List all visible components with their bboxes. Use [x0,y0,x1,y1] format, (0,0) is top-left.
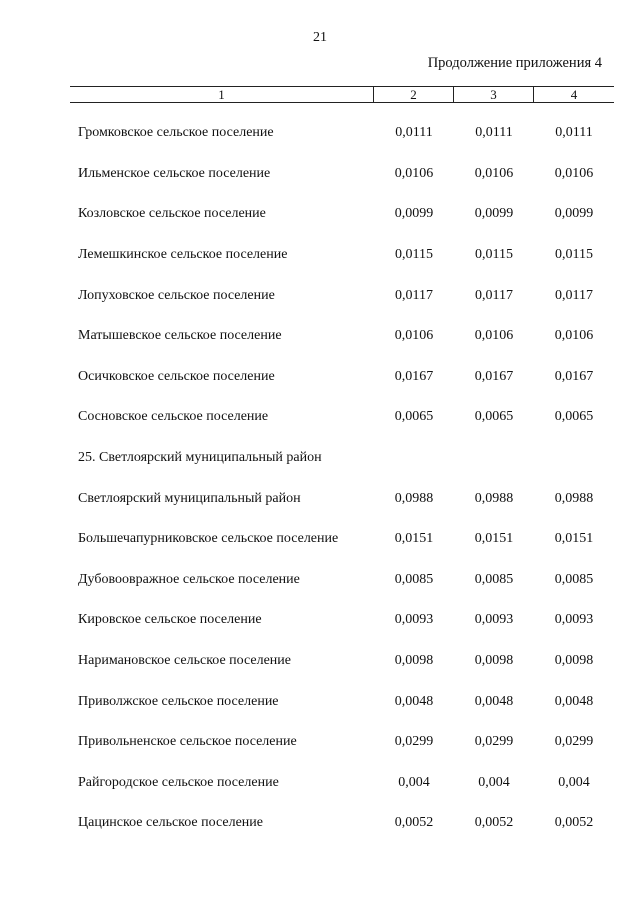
row-name: Козловское сельское поселение [78,206,266,222]
table-row [70,478,614,519]
continuation-label: Продолжение приложения 4 [427,55,602,71]
row-value-col-3: 0,0115 [475,247,513,263]
row-name: Осичковское сельское поселение [78,368,275,384]
row-value-col-2: 0,0099 [394,206,434,222]
table-row [70,681,614,722]
header-cell-4: 4 [570,87,578,102]
row-value-col-3: 0,0085 [474,571,514,587]
row-value-col-3: 0,0106 [474,328,514,344]
row-value-col-4: 0,0117 [555,287,593,303]
row-name: 25. Светлоярский муниципальный район [78,450,322,466]
row-value-col-4: 0,0098 [554,653,594,669]
row-value-col-4: 0,004 [558,774,590,790]
row-name: Ильменское сельское поселение [78,165,271,181]
row-value-col-2: 0,0106 [394,165,434,181]
row-value-col-2: 0,0988 [394,490,434,506]
row-name: Дубовоовражное сельское поселение [78,571,300,587]
row-value-col-3: 0,0111 [475,125,513,141]
table-row [70,600,614,641]
row-value-col-4: 0,0106 [554,328,594,344]
row-value-col-3: 0,0988 [474,490,514,506]
table-row [70,519,614,560]
row-value-col-2: 0,0167 [394,368,434,384]
row-name: Матышевское сельское поселение [78,328,282,344]
row-value-col-3: 0,0098 [474,653,514,669]
row-value-col-4: 0,0093 [554,612,594,628]
row-name: Сосновское сельское поселение [78,409,269,425]
row-name: Привольненское сельское поселение [78,734,297,750]
row-value-col-2: 0,0093 [394,612,434,628]
row-value-col-4: 0,0167 [554,368,594,384]
row-value-col-4: 0,0099 [554,206,594,222]
table-row [70,194,614,235]
row-value-col-4: 0,0052 [554,815,594,831]
row-name: Кировское сельское поселение [78,612,262,628]
row-value-col-2: 0,0299 [394,734,434,750]
row-name: Цацинское сельское поселение [78,815,263,831]
row-value-col-3: 0,0052 [474,815,514,831]
table-row [70,803,614,844]
row-value-col-3: 0,0048 [474,693,514,709]
row-value-col-4: 0,0299 [554,734,594,750]
row-value-col-4: 0,0151 [554,531,594,547]
row-name: Наримановское сельское поселение [78,653,292,669]
row-value-col-2: 0,0098 [394,653,434,669]
page-number: 21 [313,30,327,45]
row-value-col-3: 0,0117 [475,287,513,303]
row-value-col-2: 0,0151 [394,531,434,547]
row-name: Лемешкинское сельское поселение [78,247,288,263]
table-body [70,113,614,844]
table-header [70,86,614,103]
row-name: Лопуховское сельское поселение [78,287,275,303]
table-row [70,154,614,195]
row-name: Приволжское сельское поселение [78,693,279,709]
row-name: Райгородское сельское поселение [78,774,279,790]
row-value-col-2: 0,0111 [395,125,433,141]
row-value-col-3: 0,0093 [474,612,514,628]
row-value-col-2: 0,0052 [394,815,434,831]
row-value-col-4: 0,0085 [554,571,594,587]
row-value-col-3: 0,0106 [474,165,514,181]
table-row [70,641,614,682]
data-table [70,86,614,844]
table-row [70,397,614,438]
row-value-col-4: 0,0065 [554,409,594,425]
row-value-col-4: 0,0111 [555,125,593,141]
table-row [70,560,614,601]
table-row [70,235,614,276]
row-name: Светлоярский муниципальный район [78,490,301,506]
table-row [70,438,614,479]
row-value-col-3: 0,0299 [474,734,514,750]
row-value-col-4: 0,0988 [554,490,594,506]
row-value-col-2: 0,0048 [394,693,434,709]
row-value-col-4: 0,0106 [554,165,594,181]
row-value-col-4: 0,0115 [555,247,593,263]
row-value-col-3: 0,0151 [474,531,514,547]
table-row [70,763,614,804]
table-row [70,113,614,154]
row-value-col-2: 0,0117 [395,287,433,303]
row-value-col-3: 0,0167 [474,368,514,384]
table-row [70,316,614,357]
row-value-col-2: 0,004 [398,774,430,790]
header-cell-2: 2 [374,87,454,102]
row-value-col-2: 0,0065 [394,409,434,425]
row-value-col-3: 0,004 [478,774,510,790]
row-value-col-3: 0,0099 [474,206,514,222]
header-cell-3: 3 [454,87,534,102]
table-row [70,722,614,763]
header-cell-1: 1 [70,87,374,102]
row-value-col-2: 0,0115 [395,247,433,263]
row-value-col-2: 0,0085 [394,571,434,587]
table-row [70,275,614,316]
row-value-col-3: 0,0065 [474,409,514,425]
row-value-col-2: 0,0106 [394,328,434,344]
row-value-col-4: 0,0048 [554,693,594,709]
row-name: Громковское сельское поселение [78,125,274,141]
row-name: Большечапурниковское сельское поселение [78,531,339,547]
table-row [70,357,614,398]
